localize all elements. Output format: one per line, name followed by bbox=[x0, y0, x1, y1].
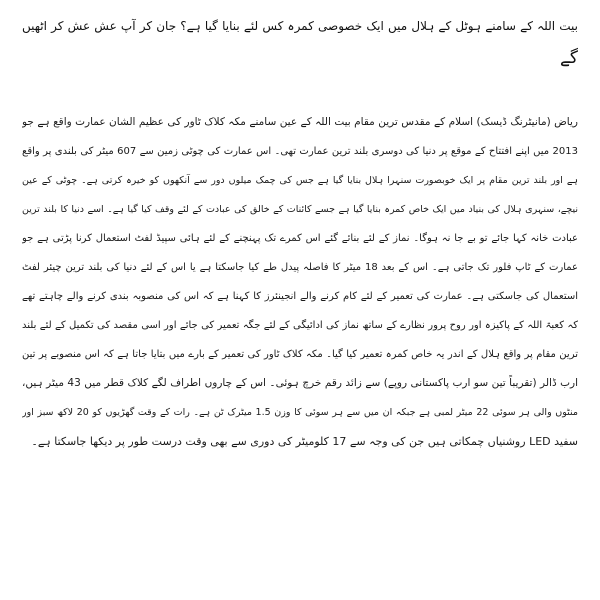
body-line: کہ کعبۃ اللہ کے پاکیزہ اور روح پرور نظارے کے ساتھ نماز کی ادائیگی کے لئے جگہ تعمیر کی جائے اور اسی مقصد کی تکمیل کے لئے بلند bbox=[22, 320, 578, 331]
body-line: ریاض (مانیٹرنگ ڈیسک) اسلام کے مقدس ترین مقام بیت اللہ کے عین سامنے مکہ کلاک ٹاور کی عظیم الشان عمارت واقع ہے جو bbox=[22, 116, 578, 128]
body-line: سفید LED روشنیاں چمکاتی ہیں جن کی وجہ سے 17 کلومیٹر کی دوری سے بھی وقت درست طور پر دیکھا جاسکتا ہے۔ bbox=[31, 435, 578, 448]
article-headline bbox=[22, 10, 578, 74]
body-line: ارب ڈالر (تقریباً تین سو ارب پاکستانی روپے) سے زائد رقم خرچ ہوئی۔ اس کے چاروں اطراف لگے کلاک قطر میں 43 میٹر ہیں، bbox=[22, 377, 578, 389]
article-body bbox=[22, 108, 578, 456]
body-line: عبادت خانہ کہا جائے تو بے جا نہ ہوگا۔ نماز کے لئے بنائے گئے اس کمرے تک پہنچنے کے لئے ہائی سپیڈ لفٹ استعمال کرنا پڑتی ہے جو bbox=[22, 233, 578, 244]
body-line: ترین مقام پر واقع ہلال کے اندر یہ خاص کمرہ تعمیر کیا گیا۔ مکہ کلاک ٹاور کی تعمیر کے بارے میں بتایا جاتا ہے کہ اس منصوبے پر تین bbox=[22, 349, 578, 360]
body-line: عمارت کے ٹاپ فلور تک جاتی ہے۔ اس کے بعد 18 میٹر کا فاصلہ پیدل طے کیا جاسکتا ہے یا اس کے لئے دنیا کی بلند ترین چیئر لفٹ bbox=[22, 262, 578, 273]
body-line: نیچے، سنہری ہلال کی بنیاد میں ایک خاص کمرہ بنایا گیا ہے جسے کائنات کے خالق کی عبادت کے لئے وقف کیا گیا ہے۔ اسے دنیا کا بلند ترین bbox=[22, 204, 578, 215]
headline-line: گے bbox=[559, 48, 578, 68]
headline-line: بیت اللہ کے سامنے ہوٹل کے ہلال میں ایک خصوصی کمرہ کس لئے بنایا گیا ہے؟ جان کر آپ عش عش کر اٹھیں bbox=[22, 19, 578, 33]
body-line: منٹوں والی ہر سوئی 22 میٹر لمبی ہے جبکہ ان میں سے ہر سوئی کا وزن 1.5 میٹرک ٹن ہے۔ رات کے وقت گھڑیوں کو 20 لاکھ سبز اور bbox=[22, 407, 578, 418]
body-line: ہے اور بلند ترین مقام پر ایک خوبصورت سنہرا ہلال بنایا گیا ہے جس کی چمک میلوں دور سے آنکھوں کو خیرہ کرتی ہے۔ چوٹی کے عین bbox=[22, 175, 578, 186]
body-line: استعمال کی جاسکتی ہے۔ عمارت کی تعمیر کے لئے کام کرنے والے انجینئرز کا کہنا ہے کہ اس کی منصوبہ بندی کرنے والے چاہتے تھے bbox=[22, 291, 578, 302]
body-line: 2013 میں اپنے افتتاح کے موقع پر دنیا کی دوسری بلند ترین عمارت تھی۔ اس عمارت کی چوٹی زمین سے 607 میٹر کی بلندی پر واقع bbox=[22, 146, 578, 157]
